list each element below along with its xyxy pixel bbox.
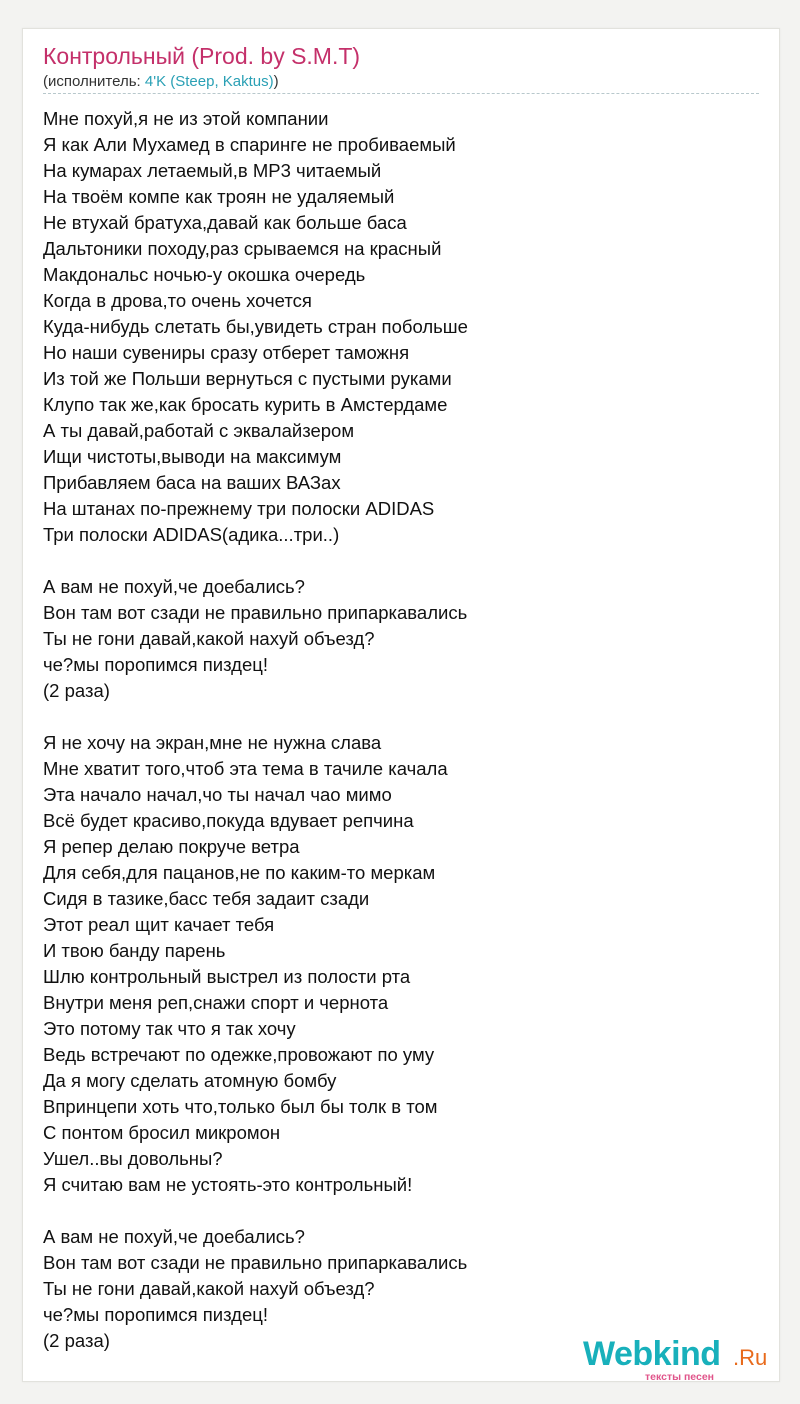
lyric-line: Не втухай братуха,давай как больше баса	[43, 212, 407, 233]
lyric-line: С понтом бросил микромон	[43, 1122, 281, 1143]
lyric-line: На штанах по-прежнему три полоски ADIDAS	[43, 498, 435, 519]
lyric-line: Из той же Польши вернуться с пустыми руками	[43, 368, 452, 389]
lyric-line: Ведь встречают по одежке,провожают по уму	[43, 1044, 435, 1065]
lyric-line: Мне хватит того,чтоб эта тема в тачиле качала	[43, 758, 448, 779]
lyric-line: Это потому так что я так хочу	[43, 1018, 296, 1039]
lyric-line: Ушел..вы довольны?	[43, 1148, 223, 1169]
lyric-line: Вон там вот сзади не правильно припаркавались	[43, 602, 468, 623]
lyric-line: Я не хочу на экран,мне не нужна слава	[43, 732, 382, 753]
lyric-line: Внутри меня реп,снажи спорт и чернота	[43, 992, 389, 1013]
song-title: Контрольный (Prod. by S.M.T)	[43, 43, 361, 69]
lyric-line: А вам не похуй,че доебались?	[43, 1226, 305, 1247]
logo-domain: .Ru	[733, 1345, 768, 1370]
lyric-line: Я считаю вам не устоять-это контрольный!	[43, 1174, 413, 1195]
lyric-line: Ты не гони давай,какой нахуй объезд?	[43, 628, 375, 649]
artist-suffix: )	[273, 73, 279, 90]
lyric-line: Этот реал щит качает тебя	[43, 914, 275, 935]
lyrics-stanza	[43, 574, 759, 704]
artist-line	[43, 73, 279, 90]
lyrics-stanza	[43, 106, 759, 548]
lyric-line: (2 раза)	[43, 1330, 110, 1351]
lyric-line: А ты давай,работай с эквалайзером	[43, 420, 355, 441]
lyric-line: Эта начало начал,чо ты начал чао мимо	[43, 784, 392, 805]
divider	[43, 93, 759, 94]
artist-prefix: (исполнитель:	[43, 73, 145, 90]
logo-name: Webkind	[583, 1335, 721, 1373]
lyric-line: Я репер делаю покруче ветра	[43, 836, 300, 857]
lyrics-text	[43, 106, 759, 1380]
lyric-line: Вон там вот сзади не правильно припаркавались	[43, 1252, 468, 1273]
lyric-line: че?мы поропимся пиздец!	[43, 1304, 268, 1325]
lyric-line: Да я могу сделать атомную бомбу	[43, 1070, 337, 1091]
logo-tagline: тексты песен	[645, 1371, 715, 1383]
lyrics-card	[22, 28, 780, 1382]
lyric-line: Ты не гони давай,какой нахуй объезд?	[43, 1278, 375, 1299]
lyric-line: че?мы поропимся пиздец!	[43, 654, 268, 675]
lyric-line: Шлю контрольный выстрел из полости рта	[43, 966, 411, 987]
lyric-line: (2 раза)	[43, 680, 110, 701]
lyric-line: Мне похуй,я не из этой компании	[43, 108, 329, 129]
lyric-line: Я как Али Мухамед в спаринге не пробиваемый	[43, 134, 456, 155]
lyric-line: Прибавляем баса на ваших ВАЗах	[43, 472, 341, 493]
lyric-line: Для себя,для пацанов,не по каким-то меркам	[43, 862, 436, 883]
lyric-line: Когда в дрова,то очень хочется	[43, 290, 312, 311]
lyric-line: Всё будет красиво,покуда вдувает репчина	[43, 810, 414, 831]
artist-link[interactable]: 4'K (Steep, Kaktus)	[144, 73, 274, 90]
lyric-line: Куда-нибудь слетать бы,увидеть стран побольше	[43, 316, 468, 337]
lyrics-stanza	[43, 730, 759, 1198]
lyric-line: Дальтоники походу,раз срываемся на красный	[43, 238, 442, 259]
lyric-line: Сидя в тазике,басс тебя задаит сзади	[43, 888, 370, 909]
lyric-line: Впринцепи хоть что,только был бы толк в том	[43, 1096, 438, 1117]
lyric-line: Ищи чистоты,выводи на максимум	[43, 446, 342, 467]
lyric-line: А вам не похуй,че доебались?	[43, 576, 305, 597]
lyric-line: Но наши сувениры сразу отберет таможня	[43, 342, 410, 363]
lyric-line: На твоём компе как троян не удаляемый	[43, 186, 395, 207]
lyric-line: На кумарах летаемый,в MP3 читаемый	[43, 160, 382, 181]
site-logo[interactable]	[583, 1335, 773, 1383]
lyric-line: Три полоски ADIDAS(адика...три..)	[43, 524, 340, 545]
lyric-line: И твою банду парень	[43, 940, 226, 961]
lyric-line: Клупо так же,как бросать курить в Амстердаме	[43, 394, 448, 415]
lyric-line: Макдональс ночью-у окошка очередь	[43, 264, 366, 285]
